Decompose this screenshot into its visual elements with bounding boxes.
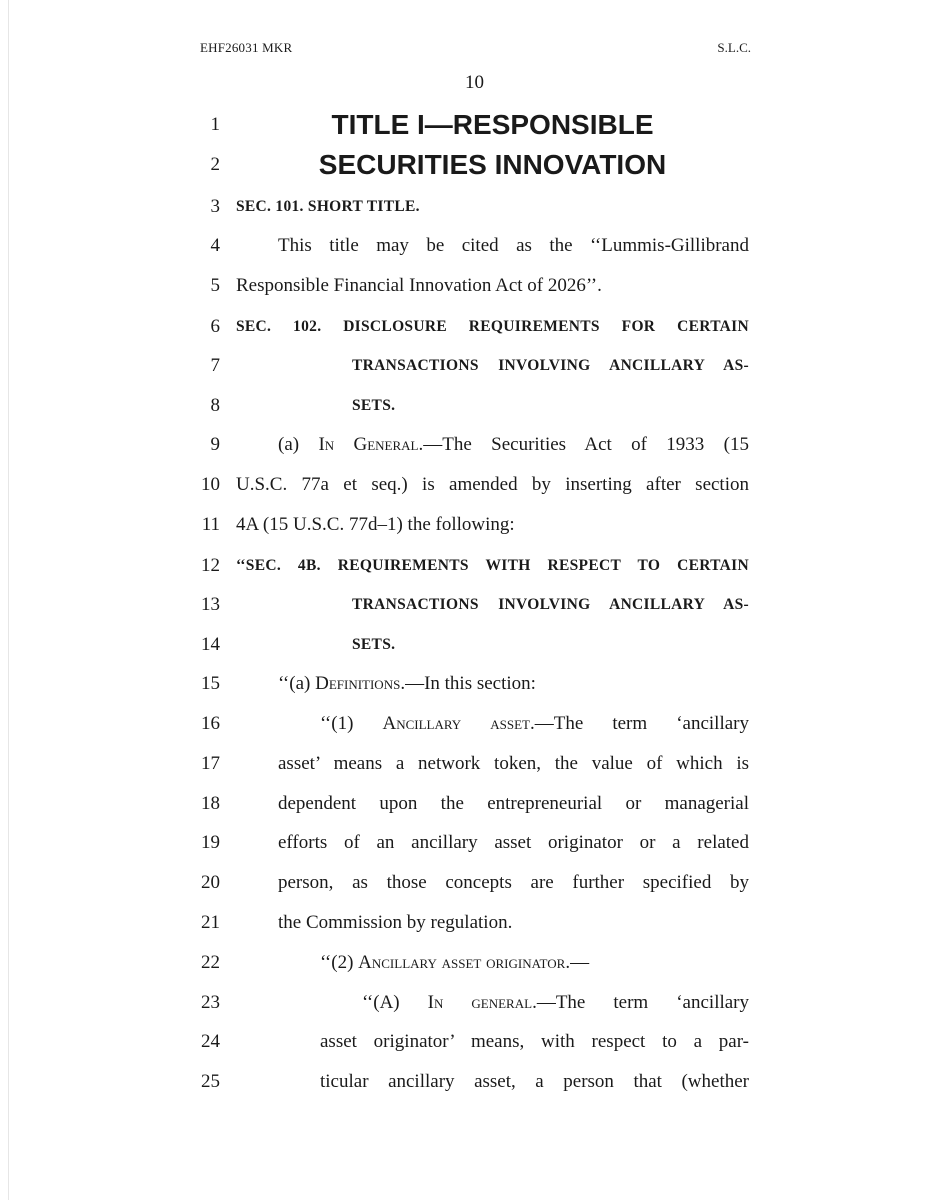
line-number: 8 [210,395,220,416]
line-number: 5 [210,275,220,296]
document-id: EHF26031 MKR [200,40,293,55]
line-number: 6 [210,316,220,337]
section-heading: ‘‘SEC. 4B. REQUIREMENTS WITH RESPECT TO CERTAIN [236,557,749,574]
document-line [0,389,949,423]
document-line [0,707,949,741]
section-heading: SETS. [352,636,396,653]
document-line [0,588,949,622]
line-number: 17 [201,753,220,774]
document-line [0,229,949,263]
line-number: 24 [201,1031,220,1052]
body-text: asset’ means a network token, the value of which is [278,753,749,774]
document-line [0,508,949,542]
document-line [0,946,949,980]
document-line [0,1065,949,1099]
body-text: (a) In General.—The Securities Act of 1933 (15 [278,434,749,455]
title-heading: SECURITIES INNOVATION [318,149,667,180]
document-line [0,906,949,940]
line-number: 11 [201,514,220,535]
section-heading: TRANSACTIONS INVOLVING ANCILLARY AS- [352,357,749,374]
body-text: efforts of an ancillary asset originator or a related [278,832,749,853]
document-line [0,787,949,821]
line-number: 14 [201,634,220,655]
body-text: 4A (15 U.S.C. 77d–1) the following: [236,514,515,535]
body-text: ‘‘(A) In general.—The term ‘ancillary [362,992,750,1013]
line-number: 13 [201,594,220,615]
document-line [0,549,949,583]
document-line [0,866,949,900]
body-text: ticular ancillary asset, a person that (whether [320,1071,749,1092]
document-line [0,667,949,701]
line-number: 15 [201,673,220,694]
line-number: 18 [201,793,220,814]
body-text: Responsible Financial Innovation Act of 2026’’. [236,275,602,296]
document-initials: S.L.C. [717,40,751,55]
section-heading: SETS. [352,397,396,414]
body-text: This title may be cited as the ‘‘Lummis-Gillibrand [278,235,749,256]
section-heading: SEC. 102. DISCLOSURE REQUIREMENTS FOR CERTAIN [236,318,749,335]
document-line [0,269,949,303]
body-text: U.S.C. 77a et seq.) is amended by inserting after section [236,474,749,495]
document-line [0,428,949,462]
line-number: 1 [210,114,220,135]
line-number: 19 [201,832,220,853]
line-number: 25 [201,1071,220,1092]
body-text: ‘‘(2) Ancillary asset originator.— [320,952,590,973]
body-text: ‘‘(a) Definitions.—In this section: [278,673,536,694]
document-line [0,986,949,1020]
line-number: 9 [210,434,220,455]
document-line [0,1025,949,1059]
document-line [0,105,949,139]
line-number: 23 [201,992,220,1013]
body-text: person, as those concepts are further specified by [278,872,749,893]
document-line [0,628,949,662]
line-number: 21 [201,912,220,933]
line-number: 3 [210,196,220,217]
line-number: 4 [210,235,220,256]
line-number: 2 [210,154,220,175]
document-line [0,190,949,224]
page-number: 10 [465,72,484,93]
document-line [0,468,949,502]
document-line [0,747,949,781]
body-text: the Commission by regulation. [278,912,513,933]
line-number: 22 [201,952,220,973]
body-text: asset originator’ means, with respect to a par- [320,1031,749,1052]
body-text: dependent upon the entrepreneurial or managerial [278,793,749,814]
section-heading: SEC. 101. SHORT TITLE. [236,198,420,215]
document-line [0,310,949,344]
line-number: 16 [201,713,220,734]
line-number: 20 [201,872,220,893]
document-line [0,145,949,179]
title-heading: TITLE I—RESPONSIBLE [331,109,654,140]
line-number: 10 [201,474,220,495]
document-line [0,349,949,383]
document-line [0,826,949,860]
line-number: 7 [210,355,220,376]
line-number: 12 [201,555,220,576]
body-text: ‘‘(1) Ancillary asset.—The term ‘ancillary [320,713,749,734]
section-heading: TRANSACTIONS INVOLVING ANCILLARY AS- [352,596,749,613]
